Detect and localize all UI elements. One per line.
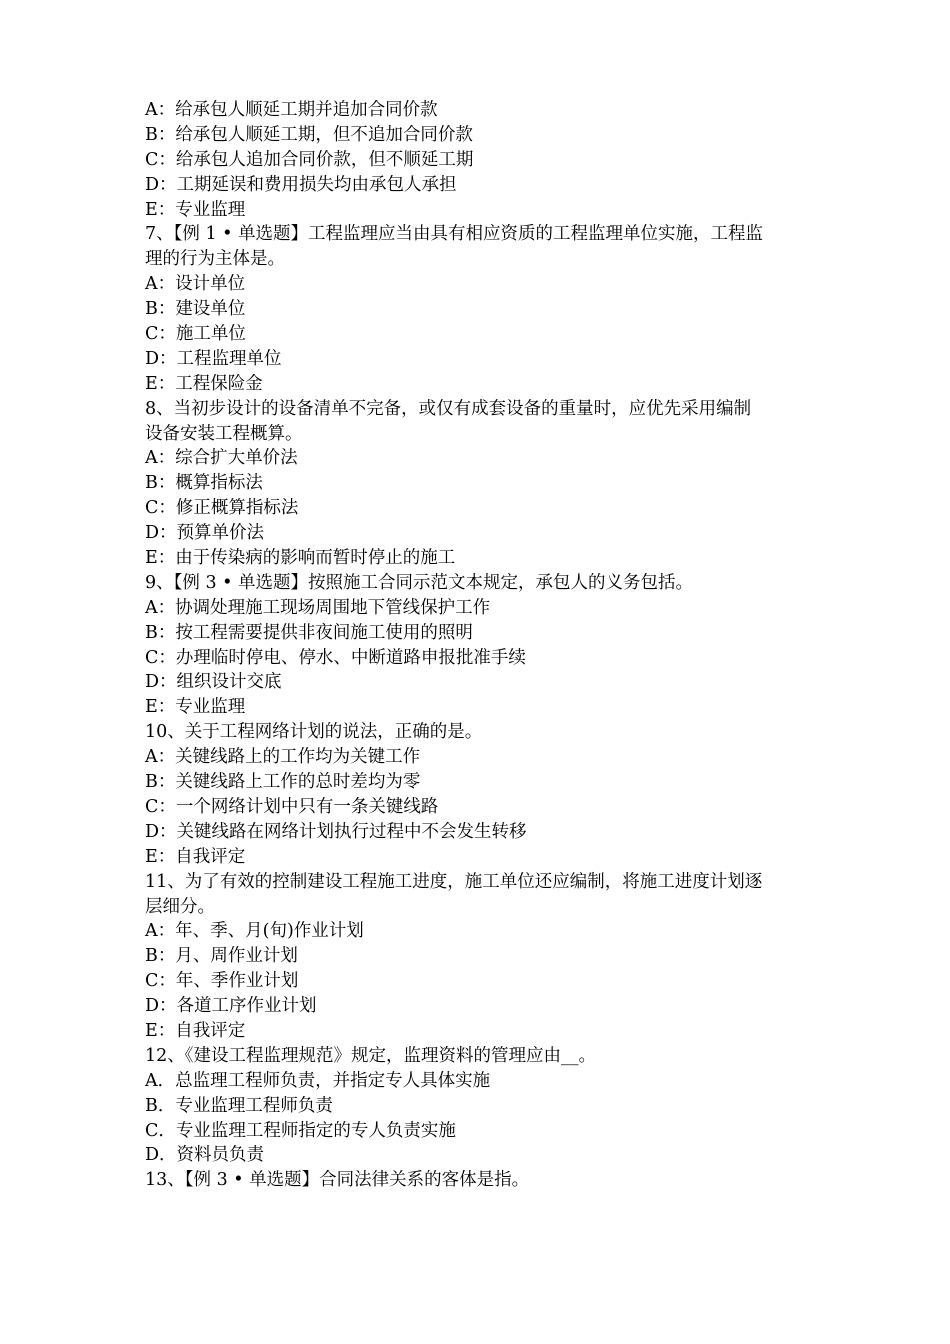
option-line: E：专业监理 <box>145 199 246 220</box>
question-8-line: 8、当初步设计的设备清单不完备，或仅有成套设备的重量时，应优先采用编制 <box>145 398 752 419</box>
option-line: C：一个网络计划中只有一条关键线路 <box>145 796 439 817</box>
option-line: C：年、季作业计划 <box>145 971 299 992</box>
option-line: E：自我评定 <box>145 846 246 867</box>
option-line: E：专业监理 <box>145 697 246 718</box>
option-line: D：各道工序作业计划 <box>145 996 317 1017</box>
question-10-line: 10、关于工程网络计划的说法，正确的是。 <box>145 722 483 743</box>
option-line: B：按工程需要提供非夜间施工使用的照明 <box>145 622 473 643</box>
option-line: D．资料员负责 <box>145 1145 265 1166</box>
option-line: B：月、周作业计划 <box>145 946 298 967</box>
option-line: A：综合扩大单价法 <box>145 448 298 469</box>
question-11-line: 层细分。 <box>145 896 215 917</box>
question-text-body <box>145 98 825 1193</box>
question-11-line: 11、为了有效的控制建设工程施工进度，施工单位还应编制，将施工进度计划逐 <box>145 871 763 892</box>
option-line: A：设计单位 <box>145 274 246 295</box>
option-line: D：预算单价法 <box>145 523 265 544</box>
option-line: D：工期延误和费用损失均由承包人承担 <box>145 174 457 195</box>
option-line: A：给承包人顺延工期并追加合同价款 <box>145 100 438 120</box>
option-line: C：修正概算指标法 <box>145 498 299 519</box>
option-line: A：协调处理施工现场周围地下管线保护工作 <box>145 597 491 618</box>
question-12-line: 12、《建设工程监理规范》规定，监理资料的管理应由__。 <box>145 1045 597 1066</box>
option-line: D：组织设计交底 <box>145 672 282 693</box>
option-line: B．专业监理工程师负责 <box>145 1095 333 1116</box>
option-line: D：关键线路在网络计划执行过程中不会发生转移 <box>145 821 527 842</box>
option-line: D：工程监理单位 <box>145 348 282 369</box>
option-line: A：年、季、月(旬)作业计划 <box>145 921 364 942</box>
option-line: B：概算指标法 <box>145 473 263 494</box>
option-line: C．专业监理工程师指定的专人负责实施 <box>145 1120 456 1141</box>
question-8-line: 设备安装工程概算。 <box>145 423 303 444</box>
option-line: E：自我评定 <box>145 1020 246 1041</box>
option-line: B：关键线路上工作的总时差均为零 <box>145 772 421 793</box>
question-7-line: 理的行为主体是。 <box>145 249 285 270</box>
option-line: E：工程保险金 <box>145 373 263 394</box>
option-line: C：给承包人追加合同价款，但不顺延工期 <box>145 149 474 170</box>
option-line: B：给承包人顺延工期，但不追加合同价款 <box>145 124 473 145</box>
option-line: C：办理临时停电、停水、中断道路申报批准手续 <box>145 647 526 668</box>
option-line: E：由于传染病的影响而暂时停止的施工 <box>145 548 456 569</box>
question-13-line: 13、【例 3 • 单选题】合同法律关系的客体是指。 <box>145 1170 530 1191</box>
question-7-line: 7、【例 1 • 单选题】工程监理应当由具有相应资质的工程监理单位实施，工程监 <box>145 224 764 245</box>
option-line: C：施工单位 <box>145 324 246 345</box>
option-line: A．总监理工程师负责，并指定专人具体实施 <box>145 1070 491 1091</box>
option-line: B：建设单位 <box>145 299 246 320</box>
option-line: A：关键线路上的工作均为关键工作 <box>145 747 421 768</box>
question-9-line: 9、【例 3 • 单选题】按照施工合同示范文本规定，承包人的义务包括。 <box>145 572 694 593</box>
